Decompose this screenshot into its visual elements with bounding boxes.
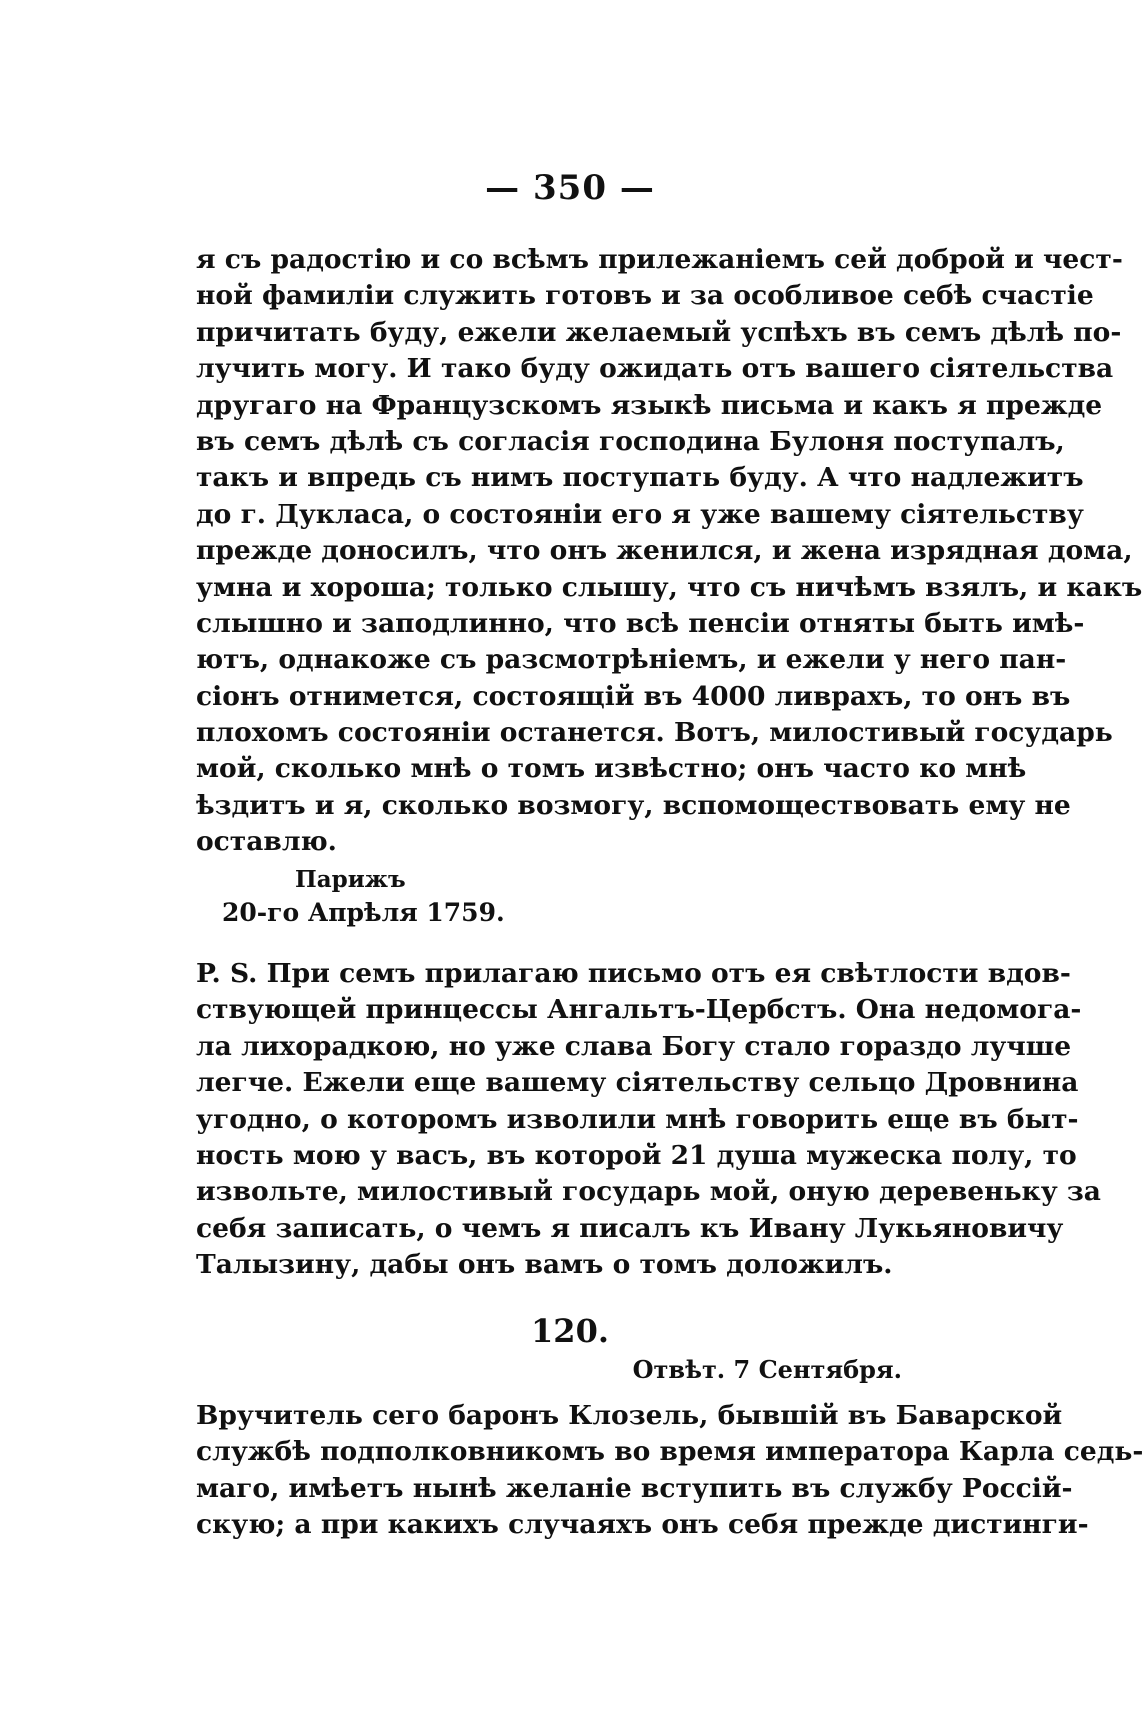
text-line: ютъ, однакоже съ разсмотрѣніемъ, и ежели у него пан- <box>196 644 1067 676</box>
text-line: я съ радостію и со всѣмъ прилежаніемъ сей доброй и чест- <box>196 244 1123 275</box>
text-line: другаго на Французскомъ языкѣ письма и какъ я прежде <box>196 389 1103 421</box>
text-line: маго, имѣетъ нынѣ желаніе вступить въ службу Россій- <box>196 1472 1073 1504</box>
text-line: причитать буду, ежели желаемый успѣхъ въ семъ дѣлѣ по- <box>196 316 1122 348</box>
text-line: скую; а при какихъ случаяхъ онъ себя прежде дистинги- <box>196 1509 1089 1541</box>
text-line: угодно, о которомъ изволили мнѣ говорить еще въ быт- <box>196 1103 1079 1135</box>
text-line: оставлю. <box>196 826 337 858</box>
text-line: до г. Дукласа, о состояніи его я уже вашему сіятельству <box>196 498 1084 530</box>
letter-number: 120. <box>531 1312 609 1350</box>
reply-note: Отвѣт. 7 Сентября. <box>632 1355 902 1384</box>
text-line: мой, сколько мнѣ о томъ извѣстно; онъ часто ко мнѣ <box>196 753 1027 785</box>
text-line: ѣздитъ и я, сколько возмогу, вспомоществовать ему не <box>196 789 1071 821</box>
text-line: Талызину, дабы онъ вамъ о томъ доложилъ. <box>196 1249 893 1281</box>
text-line: плохомъ состояніи останется. Вотъ, милостивый государь <box>196 717 1113 749</box>
text-line: прежде доносилъ, что онъ женился, и жена изрядная дома, <box>196 535 1133 567</box>
page-number: — 350 — <box>485 168 655 208</box>
text-line: ствующей принцессы Ангальтъ-Цербстъ. Она недомога- <box>196 994 1082 1026</box>
text-line: въ семъ дѣлѣ съ согласія господина Булоня поступалъ, <box>196 425 1065 457</box>
paragraph-letter-body <box>196 242 1143 861</box>
text-line: извольте, милостивый государь мой, оную деревеньку за <box>196 1176 1101 1208</box>
text-line: сіонъ отнимется, состоящій въ 4000 ливрахъ, то онъ въ <box>196 680 1071 712</box>
paragraph-postscript <box>196 956 1101 1284</box>
text-line: такъ и впредь съ нимъ поступать буду. А что надлежитъ <box>196 462 1084 494</box>
signature-date: 20-го Апрѣля 1759. <box>222 898 505 927</box>
text-line: умна и хороша; только слышу, что съ ничѣмъ взялъ, и какъ <box>196 571 1143 603</box>
text-line: ла лихорадкою, но уже слава Богу стало гораздо лучше <box>196 1030 1072 1062</box>
text-line: службѣ подполковникомъ во время императора Карла седь- <box>196 1436 1143 1468</box>
text-line: ность мою у васъ, въ которой 21 душа мужеска полу, то <box>196 1139 1077 1171</box>
signature-place: Парижъ <box>295 866 406 893</box>
paragraph-next-letter <box>196 1398 1143 1544</box>
text-line: Вручитель сего баронъ Клозель, бывшій въ Баварской <box>196 1400 1063 1431</box>
text-line: лучить могу. И тако буду ожидать отъ вашего сіятельства <box>196 353 1114 385</box>
text-line: ной фамиліи служить готовъ и за особливое себѣ счастіе <box>196 280 1094 312</box>
text-line: слышно и заподлинно, что всѣ пенсіи отняты быть имѣ- <box>196 607 1085 639</box>
text-line: себя записать, о чемъ я писалъ къ Ивану Лукьяновичу <box>196 1212 1064 1244</box>
text-line: P. S. При семъ прилагаю письмо отъ ея свѣтлости вдов- <box>196 958 1071 989</box>
text-line: легче. Ежели еще вашему сіятельству сельцо Дровнина <box>196 1067 1079 1099</box>
